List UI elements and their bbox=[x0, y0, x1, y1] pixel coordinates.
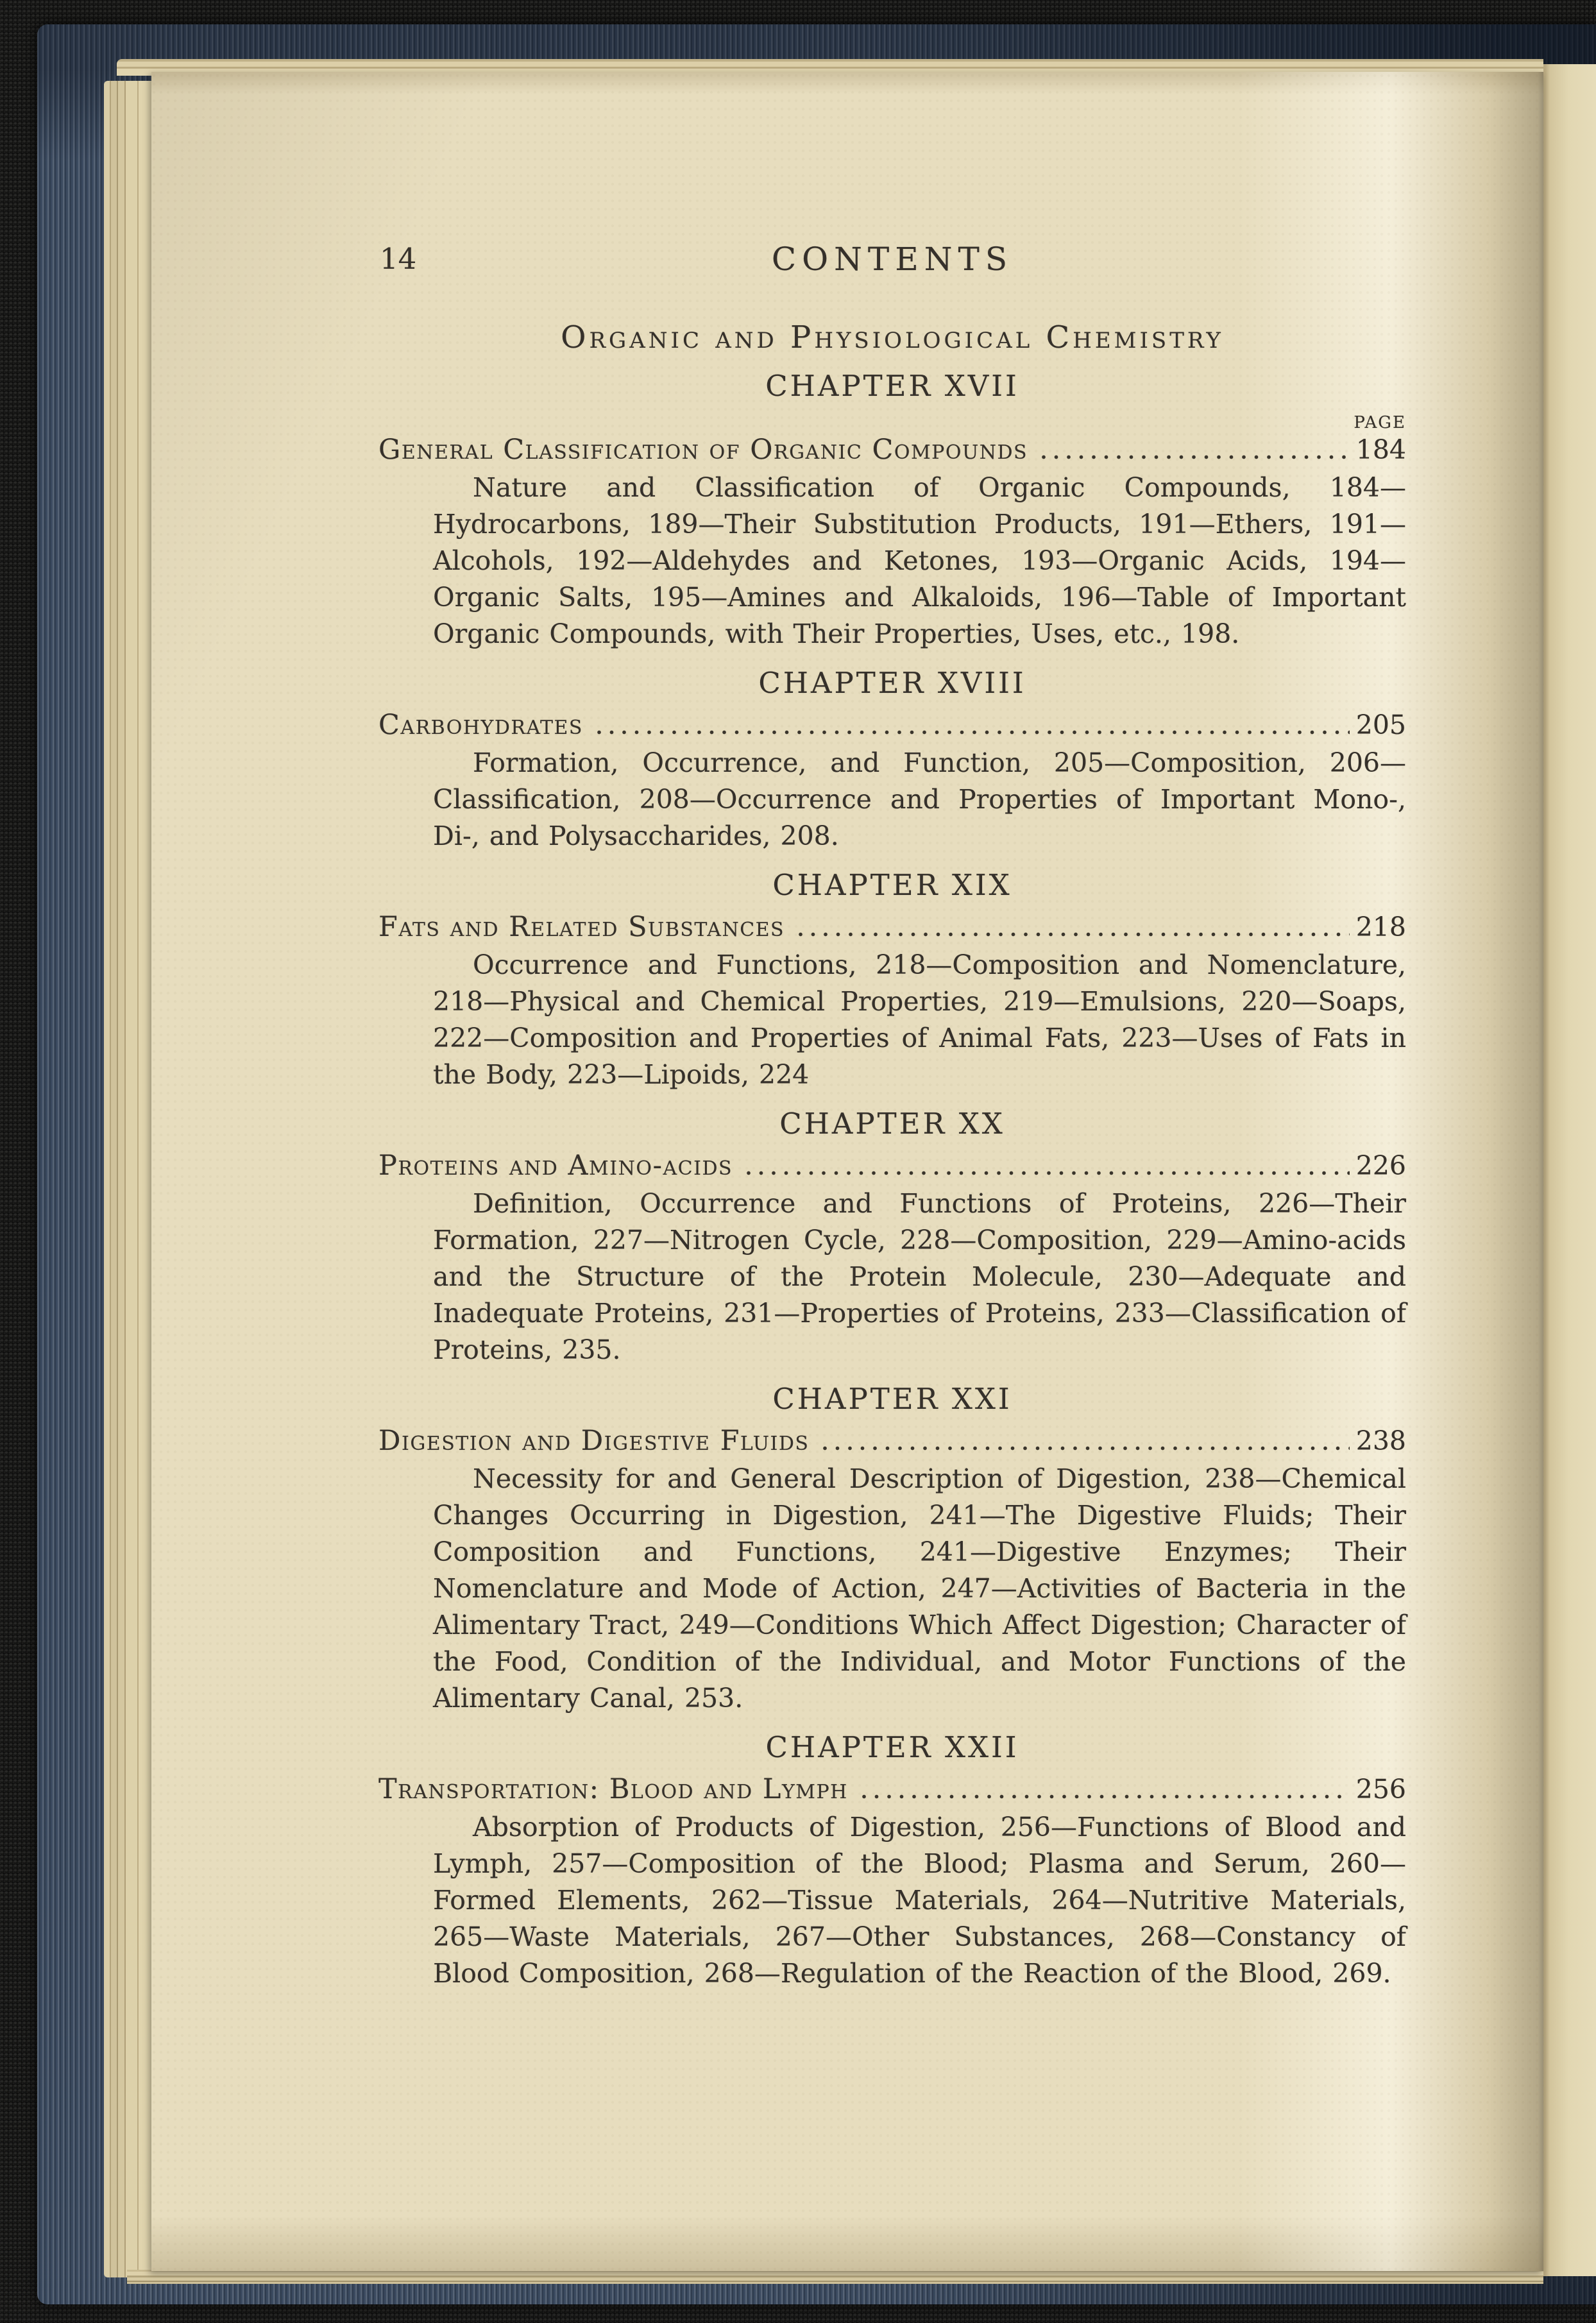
toc-entry bbox=[378, 710, 1406, 740]
book-page bbox=[151, 72, 1543, 2271]
section-title: Organic and Physiological Chemistry bbox=[561, 319, 1224, 355]
folio-page-number: 14 bbox=[380, 242, 417, 276]
toc-chapter-block bbox=[378, 1383, 1406, 1717]
toc-entry-title: Carbohydrates bbox=[378, 709, 583, 741]
toc-entry-title: Digestion and Digestive Fluids bbox=[378, 1425, 810, 1457]
toc-entry-page-number: 238 bbox=[1355, 1425, 1406, 1456]
toc-entry-title: Fats and Related Substances bbox=[378, 911, 785, 943]
chapter-heading: CHAPTER XXI bbox=[772, 1382, 1012, 1416]
toc-entry bbox=[378, 1151, 1406, 1180]
chapter-summary: Nature and Classification of Organic Compounds, 184—Hydrocarbons, 189—Their Substitution Products, 191—Ethers, 191—Alcohols, 192—Aldehydes and Ketones, 193—Organic Acids, 194—Organic Salts, 195—Amines and Alkaloids, 196—Table of Important Organic Compounds, with Their Properties, Uses, etc., 198. bbox=[433, 472, 1406, 649]
table-of-contents bbox=[378, 72, 1406, 1992]
page-column-label: PAGE bbox=[1354, 413, 1406, 432]
running-title: CONTENTS bbox=[771, 241, 1014, 278]
opposite-page-gutter bbox=[1543, 64, 1596, 2276]
page-stack-bottom-edge bbox=[127, 2270, 1543, 2284]
toc-entry-page-number: 205 bbox=[1355, 710, 1406, 740]
chapter-heading: CHAPTER XIX bbox=[772, 868, 1012, 902]
toc-entry bbox=[378, 435, 1406, 464]
toc-entry-page-number: 184 bbox=[1355, 434, 1406, 465]
toc-entry bbox=[378, 1774, 1406, 1804]
chapter-heading: CHAPTER XXII bbox=[765, 1730, 1019, 1764]
toc-chapter-block bbox=[378, 667, 1406, 855]
dot-leader bbox=[858, 1794, 1350, 1800]
chapters bbox=[378, 370, 1406, 1992]
page-stack-left-edge bbox=[104, 81, 153, 2277]
dot-leader bbox=[795, 932, 1350, 937]
dot-leader bbox=[1038, 454, 1350, 460]
toc-entry bbox=[378, 912, 1406, 942]
toc-entry-title: Proteins and Amino-acids bbox=[378, 1150, 733, 1182]
chapter-summary: Definition, Occurrence and Functions of Proteins, 226—Their Formation, 227—Nitrogen Cycle, 228—Composition, 229—Amino-acids and the Structure of the Protein Molecule, 230—Adequate and Inadequate Proteins, 231—Properties of Proteins, 233—Classification of Proteins, 235. bbox=[433, 1188, 1406, 1365]
toc-entry-title: Transportation: Blood and Lymph bbox=[378, 1773, 848, 1805]
chapter-summary: Absorption of Products of Digestion, 256—Functions of Blood and Lymph, 257—Composition of the Blood; Plasma and Serum, 260—Formed Elements, 262—Tissue Materials, 264—Nutritive Materials, 265—Waste Materials, 267—Other Substances, 268—Constancy of Blood Composition, 268—Regulation of the Reaction of the Blood, 269. bbox=[433, 1812, 1406, 1989]
toc-entry bbox=[378, 1426, 1406, 1456]
chapter-heading: CHAPTER XVII bbox=[765, 369, 1019, 403]
chapter-heading: CHAPTER XX bbox=[779, 1107, 1005, 1141]
toc-entry-title: General Classification of Organic Compounds bbox=[378, 434, 1028, 466]
chapter-summary: Necessity for and General Description of Digestion, 238—Chemical Changes Occurring in Digestion, 241—The Digestive Fluids; Their Composition and Functions, 241—Digestive Enzymes; Their Nomenclature and Mode of Action, 247—Activities of Bacteria in the Alimentary Tract, 249—Conditions Which Affect Digestion; Character of the Food, Condition of the Individual, and Motor Functions of the Alimentary Canal, 253. bbox=[433, 1463, 1406, 1714]
toc-chapter-block bbox=[378, 1107, 1406, 1368]
toc-entry-page-number: 218 bbox=[1355, 912, 1406, 942]
toc-entry-page-number: 256 bbox=[1355, 1774, 1406, 1805]
chapter-heading: CHAPTER XVIII bbox=[758, 666, 1026, 700]
toc-chapter-block bbox=[378, 1731, 1406, 1992]
chapter-summary: Occurrence and Functions, 218—Composition and Nomenclature, 218—Physical and Chemical Properties, 219—Emulsions, 220—Soaps, 222—Composition and Properties of Animal Fats, 223—Uses of Fats in the Body, 223—Lipoids, 224 bbox=[433, 949, 1406, 1090]
toc-entry-page-number: 226 bbox=[1355, 1150, 1406, 1181]
toc-chapter-block bbox=[378, 869, 1406, 1093]
page-header bbox=[378, 243, 1406, 278]
dot-leader bbox=[819, 1445, 1349, 1451]
toc-chapter-block bbox=[378, 370, 1406, 652]
dot-leader bbox=[593, 729, 1350, 735]
chapter-summary: Formation, Occurrence, and Function, 205—Composition, 206—Classification, 208—Occurrence and Properties of Important Mono-, Di-, and Polysaccharides, 208. bbox=[433, 747, 1406, 851]
dot-leader bbox=[743, 1170, 1350, 1176]
